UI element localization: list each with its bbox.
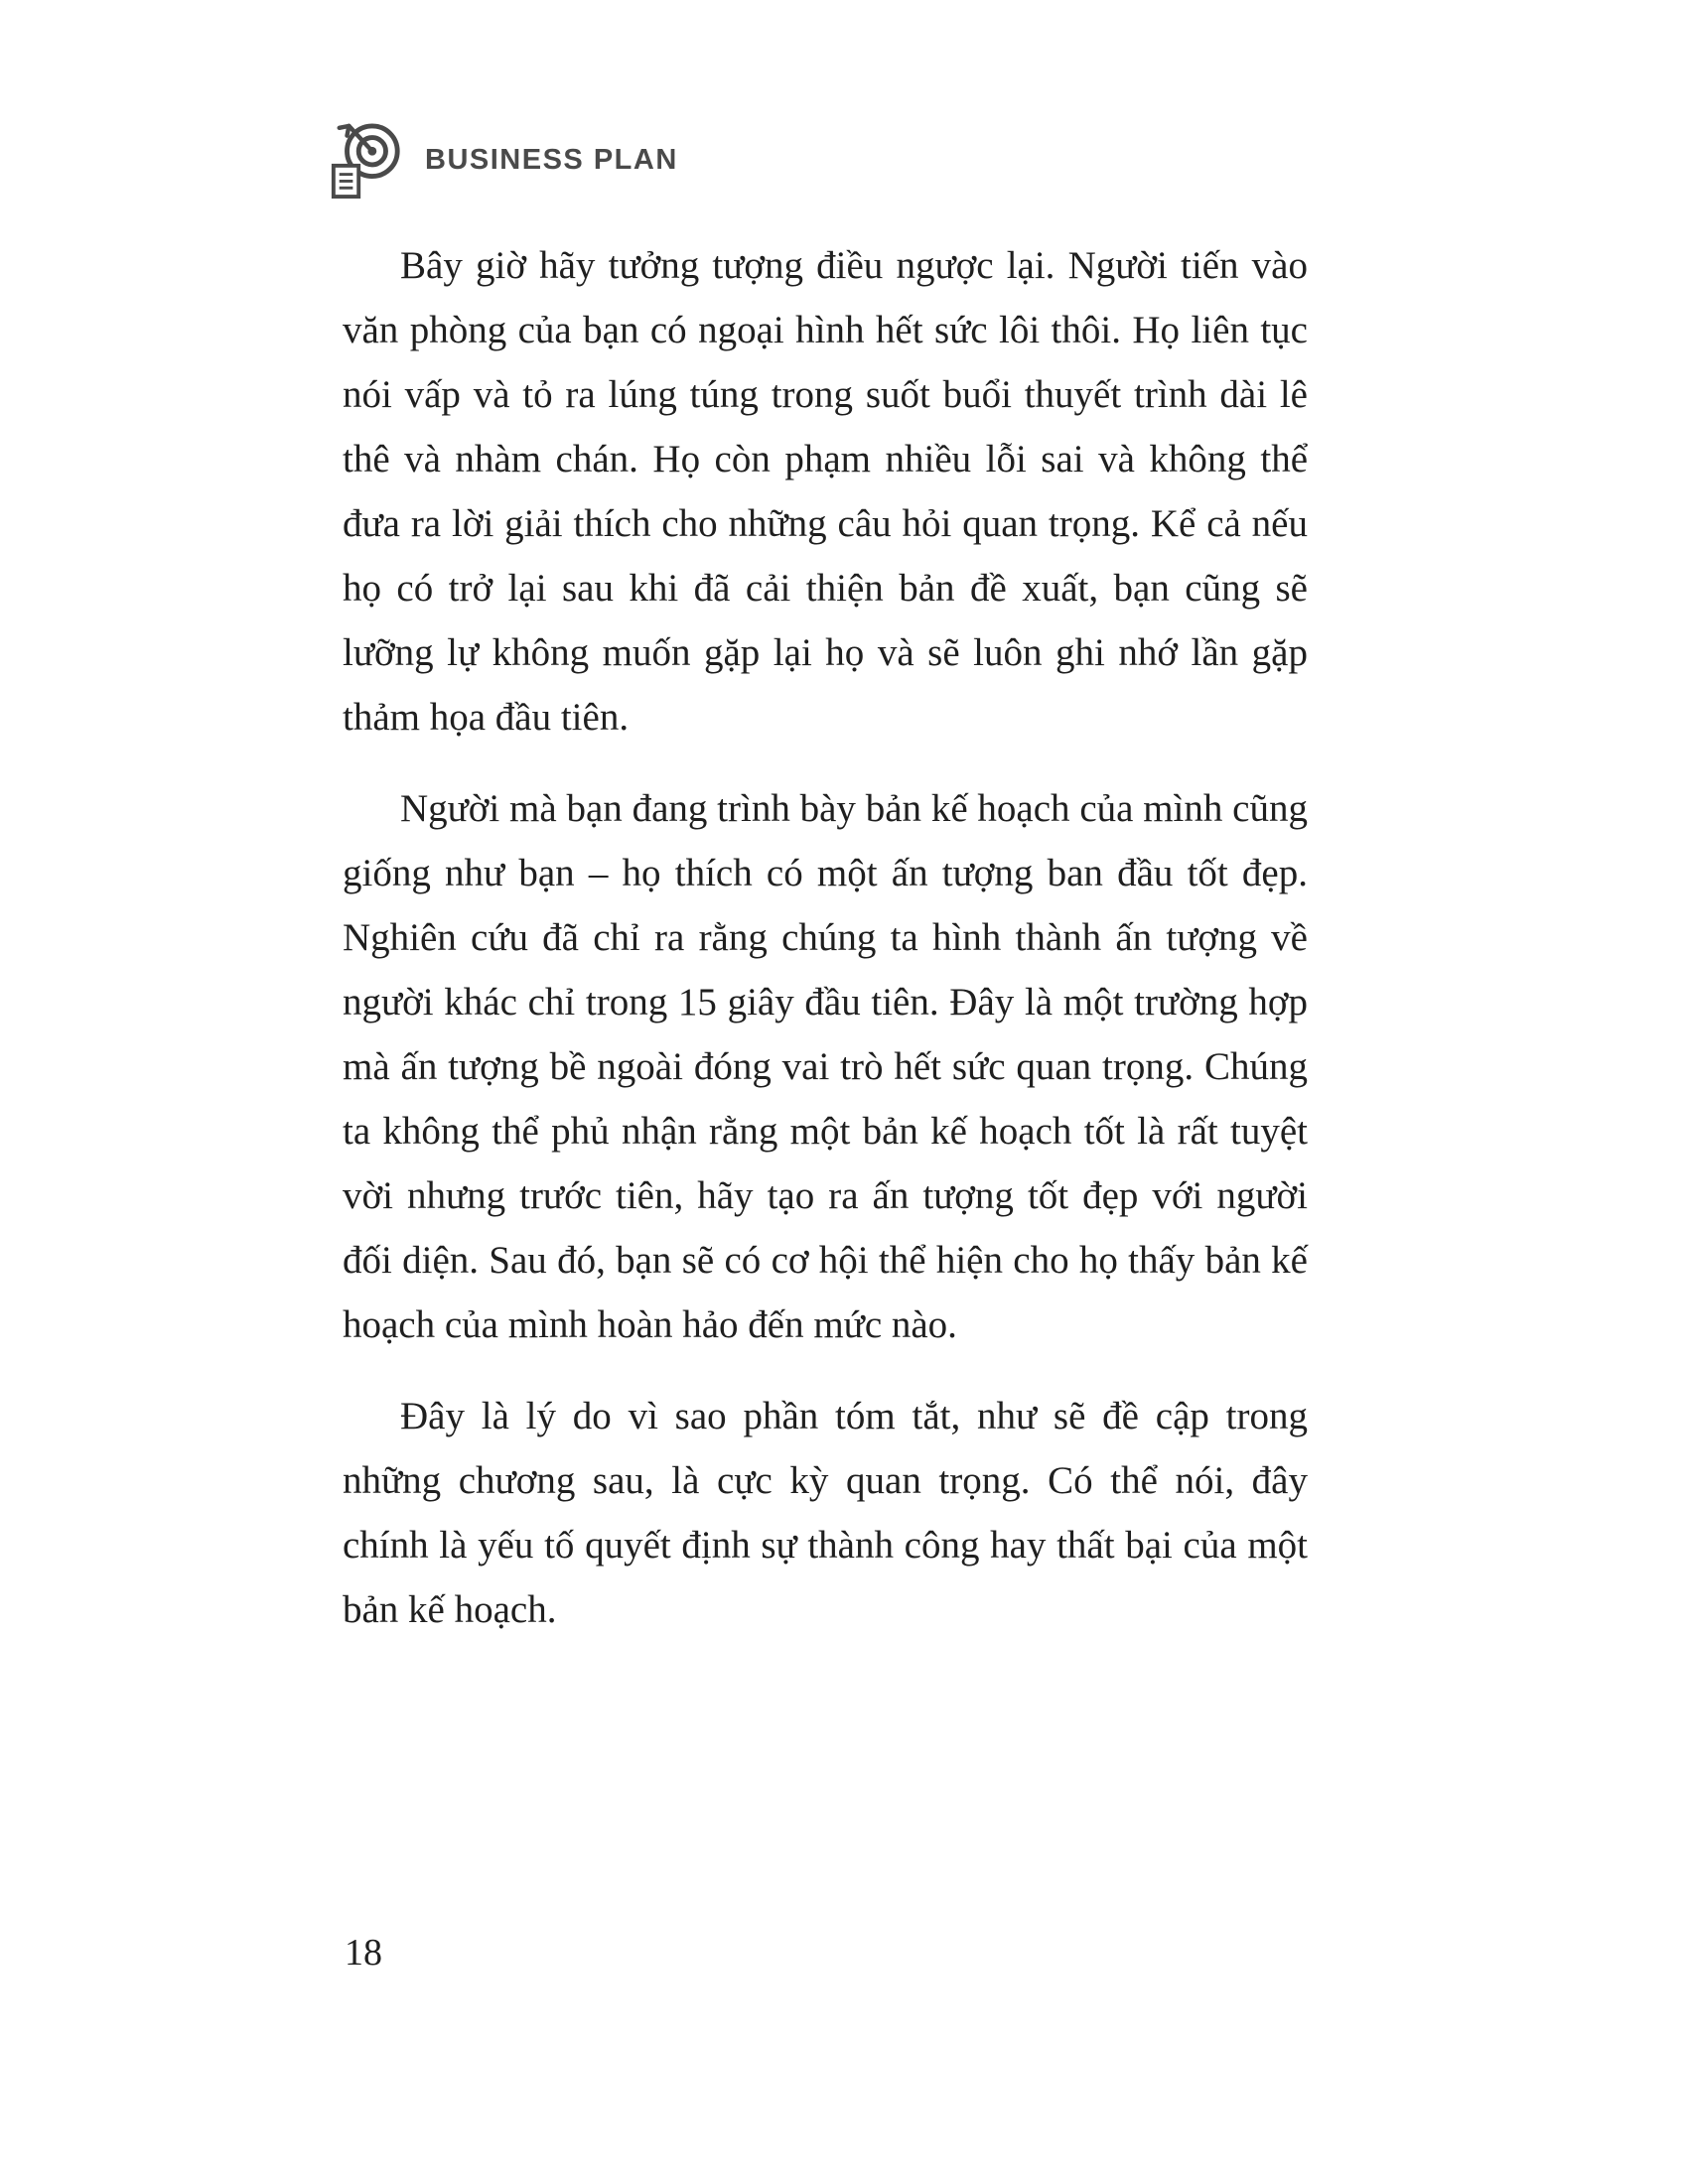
page-header — [328, 119, 678, 201]
target-arrow-document-icon — [328, 119, 405, 201]
paragraph-2: Người mà bạn đang trình bày bản kế hoạch của mình cũng giống như bạn – họ thích có một ấn tượng ban đầu tốt đẹp. Nghiên cứu đã chỉ ra rằng chúng ta hình thành ấn tượng về người khác chỉ trong 15 giây đầu tiên. Đây là một trường hợp mà ấn tượng bề ngoài đóng vai trò hết sức quan trọng. Chúng ta không thể phủ nhận rằng một bản kế hoạch tốt là rất tuyệt vời nhưng trước tiên, hãy tạo ra ấn tượng tốt đẹp với người đối diện. Sau đó, bạn sẽ có cơ hội thể hiện cho họ thấy bản kế hoạch của mình hoàn hảo đến mức nào. — [343, 787, 1308, 1346]
paragraph-1: Bây giờ hãy tưởng tượng điều ngược lại. Người tiến vào văn phòng của bạn có ngoại hình hết sức lôi thôi. Họ liên tục nói vấp và tỏ ra lúng túng trong suốt buổi thuyết trình dài lê thê và nhàm chán. Họ còn phạm nhiều lỗi sai và không thể đưa ra lời giải thích cho những câu hỏi quan trọng. Kể cả nếu họ có trở lại sau khi đã cải thiện bản đề xuất, bạn cũng sẽ lưỡng lự không muốn gặp lại họ và sẽ luôn ghi nhớ lần gặp thảm họa đầu tiên. — [343, 244, 1308, 739]
page-number: 18 — [345, 1932, 382, 1974]
paragraph-3: Đây là lý do vì sao phần tóm tắt, như sẽ đề cập trong những chương sau, là cực kỳ quan trọng. Có thể nói, đây chính là yếu tố quyết định sự thành công hay thất bại của một bản kế hoạch. — [343, 1395, 1308, 1631]
page-body-text — [343, 233, 1308, 1669]
running-head-title: BUSINESS PLAN — [425, 143, 678, 176]
